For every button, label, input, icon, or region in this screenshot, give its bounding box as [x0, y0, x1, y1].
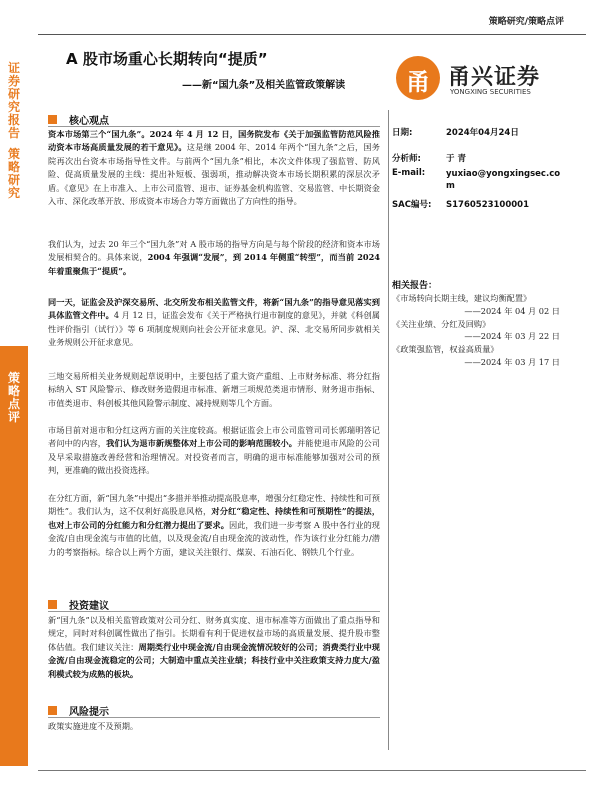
- section-risk-header: [48, 703, 109, 718]
- sidebar: [0, 0, 28, 800]
- info-email: [392, 168, 588, 192]
- report-subtitle: ——新“国九条”及相关监管政策解读: [182, 80, 346, 91]
- section-advice-header: [48, 597, 109, 612]
- report-title: A 股市场重心长期转向“提质”: [66, 50, 268, 68]
- related-report-item[interactable]: [392, 292, 560, 318]
- section-square-icon: [48, 115, 57, 124]
- email-label: E-mail:: [392, 168, 426, 178]
- section-square-icon: [48, 600, 57, 609]
- related-reports-title: 相关报告：: [392, 281, 438, 291]
- paragraph-6: [48, 492, 380, 559]
- paragraph-5-text: 市场目前对退市和分红这两方面的关注度较高。根据证监会上市公司监管司司长郭瑞明答记者问中的内容，: [48, 425, 380, 449]
- paragraph-1-bold: 资本市场第三个“国九条”。2024 年 4 月 12 日，国务院发布《关于加强监管防范风险推动资本市场高质量发展的若干意见》。: [48, 129, 380, 153]
- info-date: [392, 126, 588, 138]
- section-advice-title: 投资建议: [69, 601, 109, 612]
- related-report-item[interactable]: [392, 343, 560, 369]
- paragraph-4: [48, 370, 380, 410]
- footer-divider: [38, 770, 586, 771]
- paragraph-5-bold: 我们认为退市新规整体对上市公司的影响范围较小。: [106, 438, 298, 449]
- sac-label: SAC编号:: [392, 200, 432, 210]
- analyst-label: 分析师:: [392, 154, 421, 164]
- logo-glyph: 甬: [406, 68, 430, 96]
- related-report-date: ——2024 年 04 月 02 日: [464, 305, 560, 316]
- paragraph-3-text: 4 月 12 日，证监会发布《关于严格执行退市制度的意见》，并就《科创属性评价指引（试行）》等 6 项制度规则向社会公开征求意见。沪、深、北交易所同步就相关业务规则公开征求意见。: [48, 310, 380, 348]
- sidebar-label-review: 策略点评: [8, 371, 21, 424]
- analyst-value: 于 青: [446, 154, 466, 164]
- section-divider: [48, 126, 380, 127]
- section-core-title: 核心观点: [69, 116, 109, 127]
- related-report-name[interactable]: 《关注业绩、分红及回购》: [392, 318, 491, 329]
- paragraph-6-text: 在分红方面，新“国九条”中提出“多措并举推动提高股息率，增强分红稳定性、持续性和可预期性”。我们认为，这不仅利好高股息风格，: [48, 493, 380, 517]
- section-divider: [48, 717, 380, 718]
- header-tag: 策略研究/策略点评: [488, 17, 564, 27]
- column-divider: [388, 110, 389, 750]
- sidebar-label-report: 证券研究报告: [8, 61, 21, 140]
- paragraph-3-bold: 同一天，证监会及沪深交易所、北交所发布相关监管文件，将新“国九条”的指导意见落实到具体监管文件中。: [48, 297, 380, 321]
- paragraph-2-bold: 2004 年强调“发展”，到 2014 年侧重“转型”，而当前 2024 年着重聚焦于“提质”。: [48, 252, 380, 276]
- paragraph-4-text: 三地交易所相关业务规则起草说明中，主要包括了重大资产重组、上市财务标准、将分红指标纳入 ST 风险警示、修改财务造假退市标准、新增三项规范类退市情形、财务退市指标、市值类退市、科创板其他风险警示制度、减持规则等几个方面。: [48, 371, 380, 408]
- info-sac: [392, 198, 588, 210]
- paragraph-8-text: 政策实施进度不及预期。: [48, 721, 139, 731]
- paragraph-6-text-2: 因此，我们进一步考察 A 股中各行业的现金流/自由现金流与市值的比值，以及现金流/自由现金流的波动性，作为该行业分红能力/潜力的考察指标。综合以上两个方面，建议关注银行、煤炭、石油石化、钢铁几个行业。: [48, 519, 380, 557]
- section-square-icon: [48, 706, 57, 715]
- paragraph-2-text: 我们认为，过去 20 年三个“国九条”对 A 股市场的指导方向是与每个阶段的经济和资本市场发展相契合的。具体来说，: [48, 239, 380, 263]
- logo-name: 甬兴证券: [448, 65, 541, 90]
- logo-english: YONGXING SECURITIES: [450, 88, 531, 96]
- paragraph-5-text-2: 并能使退市风险的公司及早采取措施改善经营和治理情况。对投资者而言，明确的退市标准能够加强对公司的预判，更准确的做出投资选择。: [48, 438, 380, 476]
- info-analyst: [392, 152, 588, 164]
- paragraph-2: [48, 238, 380, 278]
- paragraph-7-text: 新“国九条”以及相关监管政策对公司分红、财务真实度、退市标准等方面做出了重点指导和规定，同时对科创属性做出了指引。长期看有利于促进权益市场的高质量发展、提升股市整体估值。我们建议关注：: [48, 615, 380, 652]
- paragraph-8: [48, 720, 380, 733]
- date-label: 日期:: [392, 128, 413, 138]
- related-report-date: ——2024 年 03 月 17 日: [464, 356, 560, 367]
- related-report-name[interactable]: 《市场转向长期主线，建议均衡配置》: [392, 293, 532, 303]
- sidebar-report-type: [8, 62, 22, 200]
- sidebar-label-strategy: 策略研究: [8, 147, 21, 200]
- related-report-item[interactable]: [392, 318, 560, 344]
- paragraph-1: [48, 128, 380, 208]
- company-logo: [396, 56, 566, 100]
- section-core-header: [48, 112, 109, 127]
- section-risk-title: 风险提示: [69, 707, 109, 718]
- email-value[interactable]: yuxiao@yongxingsec.com: [446, 169, 561, 191]
- sac-value: S1760523100001: [446, 200, 530, 210]
- section-divider: [48, 611, 380, 612]
- paragraph-1-text: 这是继 2004 年、2014 年两个“国九条”之后，国务院再次出台资本市场指导性文件。与前两个“国九条”相比，本次文件体现了强监管、防风险、促高质量发展的主线：提出补短板、强弱项，推动解决资本市场长期积累的深层次矛盾。《意见》在上市准入、上市公司监管、退市、证券基金机构监管、交易监管、中长期资金入市、深化改革开放、形成资本市场合力等方面做出了方向性的指导。: [48, 142, 380, 207]
- paragraph-6-bold: 对分红“稳定性、持续性和可预期性”的提法，也对上市公司的分红能力和分红潜力提出了要求。: [48, 506, 381, 530]
- related-report-name[interactable]: 《政策强监管，权益高质量》: [392, 344, 499, 355]
- date-value: 2024年04月24日: [446, 128, 519, 138]
- paragraph-3: [48, 296, 380, 350]
- paragraph-7-bold: 周期类行业中现金流/自由现金流情况较好的公司；消费类行业中现金流/自由现金流稳定的公司；大制造中重点关注业绩；科技行业中关注政策支持力度大/盈利模式较为成熟的板块。: [48, 641, 380, 679]
- paragraph-5: [48, 424, 380, 478]
- paragraph-7: [48, 614, 380, 681]
- related-report-date: ——2024 年 03 月 22 日: [464, 331, 560, 342]
- related-reports-list: [392, 292, 560, 369]
- header-divider: [38, 34, 586, 35]
